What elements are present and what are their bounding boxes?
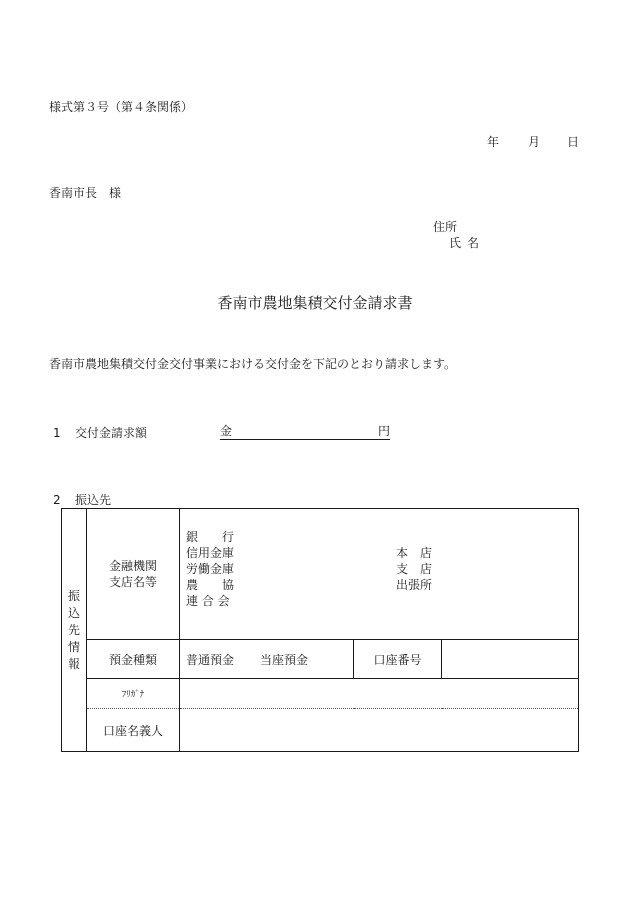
- institution-type-rokin: 労働金庫: [186, 562, 235, 576]
- furigana-label: ﾌﾘｶﾞﾅ: [87, 679, 180, 709]
- institution-label-cell: [87, 509, 180, 640]
- deposit-checking: 当座預金: [260, 652, 309, 667]
- deposit-type-label: 預金種類: [87, 640, 180, 679]
- institution-type-bank: 銀 行: [186, 530, 235, 544]
- item2-number: 2: [53, 493, 61, 507]
- side-label-char: 振: [67, 588, 80, 603]
- deposit-type-value-cell[interactable]: [180, 640, 354, 679]
- side-label-char: 報: [67, 656, 80, 671]
- item1-label: 交付金請求額: [75, 426, 148, 440]
- account-holder-value[interactable]: [180, 709, 579, 752]
- address-label: 住所: [433, 220, 458, 234]
- deposit-ordinary: 普通預金: [186, 652, 235, 667]
- item2-label: 振込先: [75, 493, 112, 507]
- amount-prefix: 金: [220, 424, 233, 438]
- document-title: 香南市農地集積交付金請求書: [217, 294, 413, 312]
- branch-type-head-office: 本 店: [396, 546, 433, 560]
- institution-label-line2: 支店名等: [108, 575, 157, 589]
- date-year: 年: [487, 135, 500, 149]
- form-number: 様式第３号（第４条関係）: [49, 100, 194, 114]
- side-label-char: 情: [67, 639, 80, 654]
- institution-type-rengokai: 連 合 会: [186, 594, 230, 608]
- request-statement: 香南市農地集積交付金交付事業における交付金を下記のとおり請求します。: [49, 357, 457, 371]
- date-month: 月: [528, 135, 541, 149]
- amount-field[interactable]: [220, 425, 390, 440]
- date-day: 日: [567, 135, 580, 149]
- branch-type-branch: 支 店: [396, 562, 433, 576]
- account-number-value[interactable]: [442, 640, 579, 679]
- branch-type-list: [396, 545, 432, 593]
- name-label: 氏名: [449, 236, 486, 250]
- institution-value-cell[interactable]: [180, 509, 579, 640]
- item1-number: 1: [53, 426, 61, 440]
- branch-type-sub-office: 出張所: [396, 578, 433, 592]
- institution-type-list: [186, 529, 234, 609]
- account-holder-label: 口座名義人: [87, 709, 180, 752]
- amount-suffix: 円: [377, 424, 390, 438]
- furigana-value[interactable]: [180, 679, 579, 709]
- transfer-info-side-label: [62, 509, 87, 752]
- institution-label-line1: 金融機関: [108, 559, 157, 573]
- side-label-char: 先: [67, 622, 80, 637]
- addressee: 香南市長 様: [49, 186, 122, 200]
- institution-type-shinkin: 信用金庫: [186, 546, 235, 560]
- transfer-info-table: [61, 508, 579, 752]
- institution-type-nokyo: 農 協: [186, 578, 235, 592]
- side-label-char: 込: [67, 605, 80, 620]
- account-number-label: 口座番号: [354, 640, 442, 679]
